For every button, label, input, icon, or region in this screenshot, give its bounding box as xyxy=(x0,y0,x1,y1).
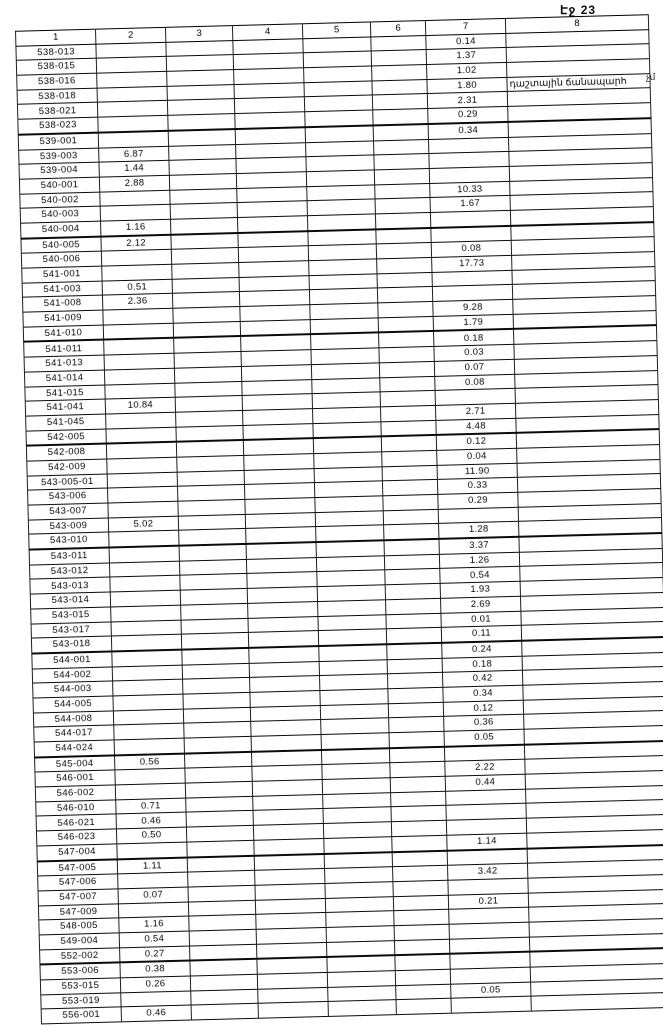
cell-code: 553-006 xyxy=(40,963,120,980)
cell-col7: 2.71 xyxy=(435,403,515,420)
cell-code: 538-013 xyxy=(16,44,96,61)
cell-col6 xyxy=(376,228,431,245)
cell-code: 541-014 xyxy=(24,370,104,387)
cell-col6 xyxy=(378,302,433,318)
cell-col6 xyxy=(379,331,434,348)
cell-col5 xyxy=(321,733,389,750)
cell-code: 541-003 xyxy=(22,281,102,298)
cell-col6 xyxy=(371,50,426,66)
cell-col6 xyxy=(373,124,428,141)
cell-code: 542-005 xyxy=(26,429,106,446)
cell-col2: 0.71 xyxy=(116,798,186,815)
cell-code: 544-003 xyxy=(33,681,113,698)
cell-col5 xyxy=(313,437,381,454)
cell-code: 547-004 xyxy=(37,844,117,861)
cell-col7: 9.28 xyxy=(433,299,513,316)
cell-col7: 0.11 xyxy=(441,625,521,642)
cell-code: 547-005 xyxy=(37,859,117,876)
cell-col3 xyxy=(179,544,246,561)
cell-col2: 0.46 xyxy=(116,813,186,830)
cell-col5 xyxy=(305,125,373,142)
cell-col6 xyxy=(386,598,441,614)
cell-col6 xyxy=(379,347,434,363)
cell-col5 xyxy=(324,852,392,869)
cell-col6 xyxy=(393,895,448,911)
cell-code: 543-009 xyxy=(28,518,108,535)
cell-code: 547-006 xyxy=(38,874,118,891)
cell-col3 xyxy=(176,440,243,457)
cell-col5 xyxy=(313,421,381,438)
cell-col7: 3.42 xyxy=(448,863,528,880)
cell-code: 544-008 xyxy=(33,711,113,728)
cell-col6 xyxy=(373,109,428,126)
cell-col7: 0.18 xyxy=(434,329,514,346)
cell-code: 540-005 xyxy=(21,236,101,253)
cell-code: 542-009 xyxy=(27,459,107,476)
cell-col6 xyxy=(395,969,450,985)
cell-col2: 0.38 xyxy=(120,961,190,978)
cell-code: 539-001 xyxy=(18,132,98,149)
cell-code: 544-005 xyxy=(33,696,113,713)
cell-col3 xyxy=(168,114,235,131)
cell-col4 xyxy=(258,1002,328,1019)
cell-code: 552-002 xyxy=(40,947,120,964)
cell-col7: 1.28 xyxy=(439,522,519,539)
cell-col7: 0.04 xyxy=(437,448,517,465)
cell-code: 543-005-01 xyxy=(27,474,107,491)
cell-code: 541-008 xyxy=(22,295,102,312)
cell-col6 xyxy=(378,316,433,333)
cell-col7 xyxy=(451,996,531,1013)
column-header-2: 2 xyxy=(95,27,165,44)
cell-col6 xyxy=(389,717,444,733)
cell-col5 xyxy=(326,940,394,957)
cell-col6 xyxy=(380,391,435,407)
cell-code: 540-006 xyxy=(21,251,101,268)
cell-col7: 0.34 xyxy=(428,122,508,139)
scanned-table-region xyxy=(15,14,663,1024)
cell-col6 xyxy=(377,257,432,273)
cell-col2: 0.51 xyxy=(102,279,172,296)
cell-code: 543-015 xyxy=(31,607,111,624)
cell-col6 xyxy=(382,480,437,496)
cell-col6 xyxy=(396,984,451,1000)
data-table xyxy=(15,14,663,1024)
cell-col7: 0.42 xyxy=(442,670,522,687)
cell-code: 540-001 xyxy=(19,177,99,194)
cell-code: 539-004 xyxy=(19,162,99,179)
cell-code: 541-010 xyxy=(23,325,103,342)
cell-code: 540-004 xyxy=(21,221,101,238)
cell-col6 xyxy=(371,35,426,51)
cell-code: 543-017 xyxy=(31,621,111,638)
cell-code: 544-024 xyxy=(34,740,114,757)
cell-col2: 1.44 xyxy=(99,160,169,177)
cell-col6 xyxy=(395,954,450,971)
cell-col7: 1.37 xyxy=(426,48,506,65)
cell-code: 541-015 xyxy=(25,385,105,402)
cell-code: 549-004 xyxy=(39,933,119,950)
cell-code: 538-018 xyxy=(17,88,97,105)
cell-col3 xyxy=(187,855,254,872)
cell-code: 543-012 xyxy=(29,563,109,580)
cell-col6 xyxy=(389,731,444,748)
cell-col2: 0.26 xyxy=(120,976,190,993)
cell-col6 xyxy=(375,212,430,229)
cell-col7: 11.90 xyxy=(437,463,517,480)
cell-col7: 2.31 xyxy=(427,92,507,109)
cell-col5 xyxy=(316,525,384,542)
cell-col7: 4.48 xyxy=(436,418,516,435)
cell-col2: 2.36 xyxy=(102,294,172,311)
cell-col6 xyxy=(374,154,429,170)
cell-col7: 2.22 xyxy=(445,760,525,777)
cell-col7: 0.54 xyxy=(440,567,520,584)
cell-col7: 0.03 xyxy=(434,344,514,361)
handwritten-margin-note: չմ xyxy=(645,71,656,83)
cell-code: 543-013 xyxy=(30,577,110,594)
cell-col3 xyxy=(191,1004,258,1020)
cell-col7: 1.67 xyxy=(430,196,510,213)
cell-code: 538-021 xyxy=(17,103,97,120)
cell-col7: 1.93 xyxy=(440,581,520,598)
cell-col3 xyxy=(174,336,241,353)
cell-col7: 1.02 xyxy=(427,62,507,79)
cell-col5 xyxy=(311,333,379,350)
cell-col2: 0.54 xyxy=(119,931,189,948)
table-body xyxy=(16,29,663,1024)
cell-col7: 0.29 xyxy=(438,492,518,509)
cell-col2: 0.50 xyxy=(116,827,186,844)
cell-col2: 5.02 xyxy=(108,516,178,533)
cell-code: 544-001 xyxy=(32,651,112,668)
column-header-4: 4 xyxy=(232,24,302,41)
cell-col3 xyxy=(168,129,235,146)
cell-col6 xyxy=(380,376,435,392)
cell-col6 xyxy=(380,405,435,421)
cell-code: 546-010 xyxy=(36,800,116,817)
cell-col7: 0.44 xyxy=(445,774,525,791)
cell-col7: 0.12 xyxy=(436,433,516,450)
cell-code: 540-002 xyxy=(20,192,100,209)
cell-col7: 0.14 xyxy=(426,33,506,50)
cell-col6 xyxy=(388,702,443,718)
page-number: Էջ 23 xyxy=(560,3,597,17)
cell-col5 xyxy=(305,110,373,127)
cell-col6 xyxy=(381,435,436,452)
cell-col2: 1.16 xyxy=(101,219,171,236)
cell-code: 538-016 xyxy=(17,73,97,90)
cell-code: 540-003 xyxy=(20,206,100,223)
cell-col6 xyxy=(391,806,446,822)
cell-col6 xyxy=(374,168,429,184)
cell-code: 543-010 xyxy=(29,532,109,549)
cell-col7: 0.05 xyxy=(444,729,524,746)
cell-col5 xyxy=(324,837,392,854)
cell-col7: 0.08 xyxy=(431,241,511,258)
cell-code: 553-015 xyxy=(40,978,120,995)
cell-col8 xyxy=(531,993,663,1011)
column-header-8: 8 xyxy=(505,15,648,33)
cell-col7: 1.26 xyxy=(439,552,519,569)
cell-col5 xyxy=(310,318,378,335)
cell-col6 xyxy=(390,762,445,778)
cell-col6 xyxy=(387,643,442,660)
cell-col7: 0.05 xyxy=(451,982,531,999)
column-header-1: 1 xyxy=(16,29,96,46)
cell-col5 xyxy=(307,214,375,231)
cell-code: 541-011 xyxy=(24,340,104,357)
cell-col6 xyxy=(381,420,436,437)
cell-col3 xyxy=(170,217,237,234)
cell-col6 xyxy=(375,198,430,214)
cell-code: 543-014 xyxy=(30,592,110,609)
cell-col3 xyxy=(181,633,248,650)
cell-col6 xyxy=(394,909,449,925)
column-header-5: 5 xyxy=(302,22,370,38)
column-header-7: 7 xyxy=(425,18,505,35)
cell-col2: 6.87 xyxy=(99,146,169,163)
cell-col2: 10.84 xyxy=(105,397,175,414)
cell-code: 546-001 xyxy=(35,770,115,787)
cell-col3 xyxy=(184,736,251,753)
cell-code: 544-017 xyxy=(34,725,114,742)
cell-col5 xyxy=(328,1000,396,1016)
cell-col6 xyxy=(387,658,442,674)
cell-code: 543-006 xyxy=(28,488,108,505)
cell-col6 xyxy=(388,687,443,703)
cell-code: 553-019 xyxy=(41,993,121,1010)
cell-col7: 1.79 xyxy=(433,314,513,331)
cell-code: 543-007 xyxy=(28,503,108,520)
cell-col8: դաշտային ճանապարհ xyxy=(507,73,650,91)
cell-col7: 0.24 xyxy=(442,641,522,658)
cell-col2: 1.16 xyxy=(119,916,189,933)
cell-col6 xyxy=(377,287,432,303)
cell-col5 xyxy=(308,229,376,246)
cell-col6 xyxy=(394,939,449,956)
cell-code: 546-021 xyxy=(36,814,116,831)
cell-code: 538-023 xyxy=(18,117,98,134)
cell-col3 xyxy=(182,648,249,665)
cell-col5 xyxy=(318,629,386,646)
cell-col6 xyxy=(385,583,440,599)
cell-col6 xyxy=(375,183,430,199)
cell-col6 xyxy=(393,880,448,896)
cell-col2: 1.11 xyxy=(117,857,187,874)
cell-col6 xyxy=(382,465,437,481)
cell-col6 xyxy=(379,361,434,377)
cell-col5 xyxy=(327,955,395,972)
cell-code: 538-015 xyxy=(16,59,96,76)
cell-col3 xyxy=(184,752,251,769)
cell-col6 xyxy=(392,835,447,852)
cell-col7: 2.69 xyxy=(441,596,521,613)
cell-col7: 1.80 xyxy=(427,77,507,94)
cell-col6 xyxy=(372,65,427,81)
cell-col2: 0.46 xyxy=(121,1005,191,1022)
cell-col5 xyxy=(319,644,387,661)
column-header-3: 3 xyxy=(165,26,232,42)
cell-code: 543-018 xyxy=(31,636,111,653)
cell-col6 xyxy=(377,272,432,288)
cell-code: 541-045 xyxy=(26,414,106,431)
cell-col6 xyxy=(372,94,427,110)
cell-col2: 0.56 xyxy=(115,753,185,770)
cell-col7: 17.73 xyxy=(432,255,512,272)
cell-col6 xyxy=(391,791,446,807)
cell-col7: 10.33 xyxy=(430,181,510,198)
cell-col2: 2.88 xyxy=(99,175,169,192)
cell-col7: 0.01 xyxy=(441,611,521,628)
cell-col7: 0.21 xyxy=(448,893,528,910)
cell-code: 546-002 xyxy=(35,785,115,802)
cell-col7: 0.29 xyxy=(428,107,508,124)
cell-col3 xyxy=(171,233,238,250)
cell-col6 xyxy=(383,509,438,525)
cell-col6 xyxy=(372,79,427,95)
cell-col6 xyxy=(396,999,451,1015)
cell-col7: 0.12 xyxy=(443,700,523,717)
cell-code: 547-009 xyxy=(38,903,118,920)
cell-col6 xyxy=(384,539,439,556)
cell-col6 xyxy=(390,776,445,792)
cell-col7: 0.18 xyxy=(442,656,522,673)
cell-col6 xyxy=(384,554,439,570)
cell-col7: 0.34 xyxy=(443,685,523,702)
cell-col7: 0.08 xyxy=(435,374,515,391)
cell-code: 544-002 xyxy=(32,667,112,684)
cell-code: 542-008 xyxy=(26,444,106,461)
cell-col6 xyxy=(387,673,442,689)
cell-col2: 0.27 xyxy=(120,946,190,963)
cell-col6 xyxy=(394,924,449,940)
cell-col5 xyxy=(316,540,384,557)
cell-col7: 0.07 xyxy=(434,359,514,376)
cell-code: 548-005 xyxy=(39,918,119,935)
cell-col3 xyxy=(190,944,257,961)
cell-col7: 1.14 xyxy=(447,833,527,850)
cell-col6 xyxy=(383,494,438,510)
cell-code: 546-023 xyxy=(36,829,116,846)
cell-col3 xyxy=(176,425,243,442)
cell-col6 xyxy=(386,628,441,645)
cell-col6 xyxy=(392,850,447,867)
cell-col6 xyxy=(393,865,448,881)
cell-col6 xyxy=(385,569,440,585)
cell-col3 xyxy=(179,529,246,546)
cell-col6 xyxy=(374,139,429,155)
cell-col6 xyxy=(391,820,446,836)
cell-col6 xyxy=(386,613,441,629)
cell-code: 543-011 xyxy=(29,548,109,565)
cell-code: 541-013 xyxy=(24,355,104,372)
cell-col5 xyxy=(321,748,389,765)
cell-code: 541-041 xyxy=(25,399,105,416)
cell-col3 xyxy=(173,321,240,338)
cell-col6 xyxy=(389,746,444,763)
cell-col6 xyxy=(382,450,437,466)
cell-code: 547-007 xyxy=(38,889,118,906)
cell-col6 xyxy=(376,243,431,259)
cell-col3 xyxy=(190,959,257,976)
cell-col7: 3.37 xyxy=(439,537,519,554)
cell-col3 xyxy=(187,840,254,857)
cell-code: 556-001 xyxy=(41,1007,121,1024)
column-header-6: 6 xyxy=(370,21,425,37)
cell-col6 xyxy=(384,524,439,541)
cell-col2: 0.07 xyxy=(118,887,188,904)
cell-code: 541-009 xyxy=(23,310,103,327)
cell-code: 541-001 xyxy=(22,266,102,283)
cell-col7: 0.36 xyxy=(444,715,524,732)
cell-col2: 2.12 xyxy=(101,234,171,251)
cell-code: 545-004 xyxy=(35,755,115,772)
cell-code: 539-003 xyxy=(19,148,99,165)
cell-col7: 0.33 xyxy=(437,478,517,495)
